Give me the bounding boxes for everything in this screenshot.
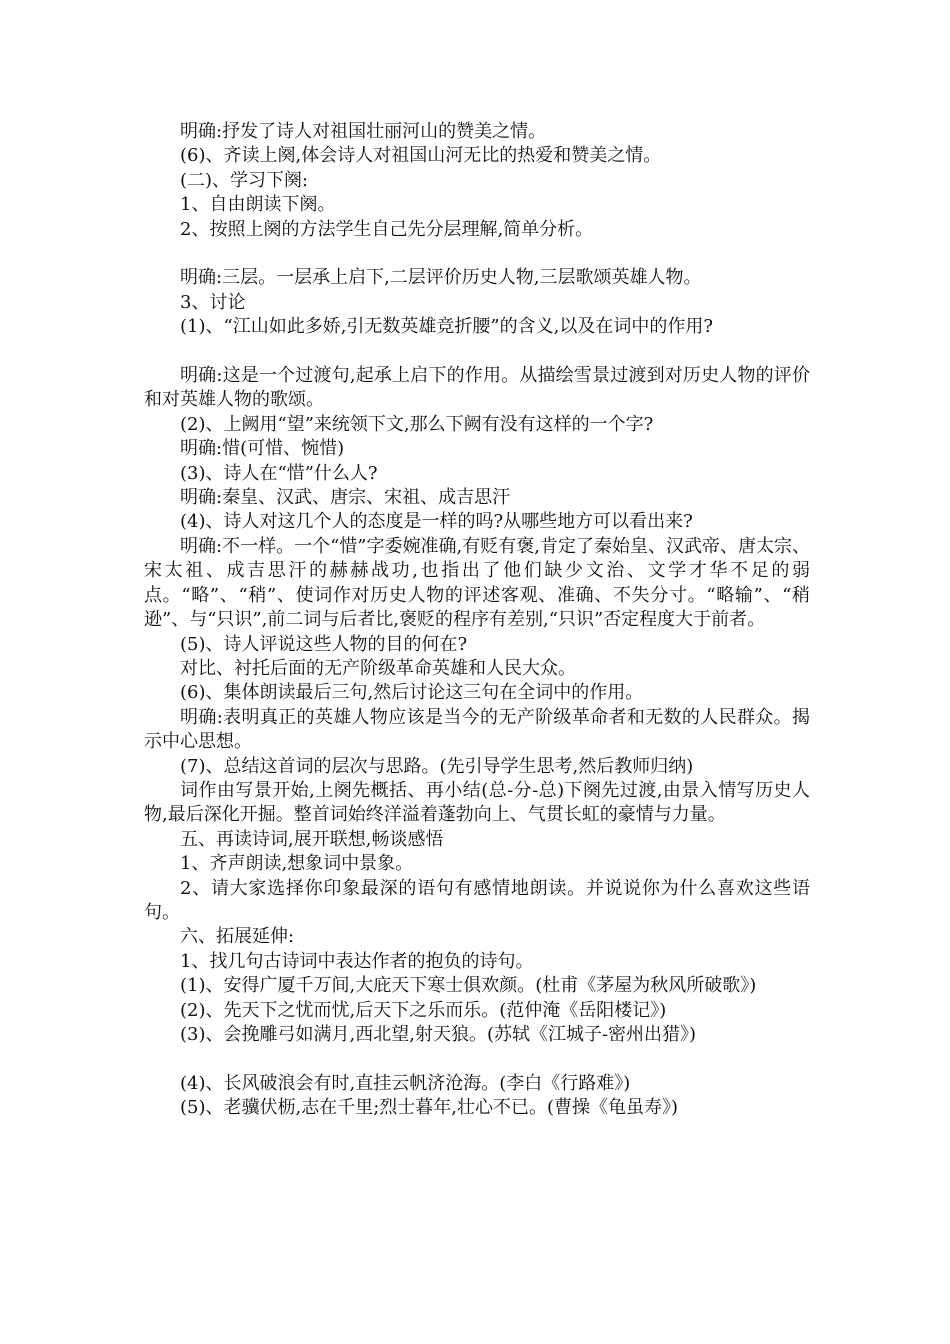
paragraph: (5)、老骥伏枥,志在千里;烈士暮年,壮心不已。(曹操《龟虽寿》): [180, 1097, 679, 1119]
paragraph: (1)、安得广厦千万间,大庇天下寒士俱欢颜。(杜甫《茅屋为秋风所破歌》): [180, 975, 757, 997]
paragraph: (4)、长风破浪会有时,直挂云帆济沧海。(李白《行路难》): [180, 1072, 631, 1094]
paragraph: 2、请大家选择你印象最深的语句有感情地朗读。并说说你为什么喜欢这些语句。: [144, 877, 810, 923]
paragraph: (3)、诗人在“惜”什么人?: [180, 462, 378, 484]
paragraph: 3、讨论: [180, 291, 246, 313]
paragraph: 2、按照上阕的方法学生自己先分层理解,简单分析。: [180, 218, 594, 240]
paragraph: (5)、诗人评说这些人物的目的何在?: [180, 633, 468, 655]
paragraph: 六、拓展延伸:: [180, 926, 295, 948]
paragraph: 明确:抒发了诗人对祖国壮丽河山的赞美之情。: [180, 121, 547, 142]
paragraph: (7)、总结这首词的层次与思路。(先引导学生思考,然后教师归纳): [180, 755, 694, 777]
paragraph: 明确:三层。一层承上启下,二层评价历史人物,三层歌颂英雄人物。: [180, 267, 702, 289]
paragraph: 明确:不一样。一个“惜”字委婉准确,有贬有褒,肯定了秦始皇、汉武帝、唐太宗、宋太祖、成吉思汗的赫赫战功,也指出了他们缺少文治、文学才华不足的弱点。“略”、“稍”、使词作对历史人物的评述客观、准确、不失分寸。“略输”、“稍逊”、与“只识”,前二词与后者比,褒贬的程序有差别,“只识”否定程度大于前者。: [144, 535, 810, 631]
paragraph: (3)、会挽雕弓如满月,西北望,射天狼。(苏轼《江城子-密州出猎》): [180, 1024, 697, 1045]
paragraph: 明确:惜(可惜、惋惜): [180, 438, 345, 460]
paragraph: 明确:表明真正的英雄人物应该是当今的无产阶级革命者和无数的人民群众。揭示中心思想。: [144, 706, 810, 753]
paragraph: 1、齐声朗读,想象词中景象。: [180, 853, 414, 875]
paragraph: 词作由写景开始,上阕先概括、再小结(总-分-总)下阕先过渡,由景入情写历史人物,最后深化开掘。整首词始终洋溢着蓬勃向上、气贯长虹的豪情与力量。: [144, 779, 810, 826]
paragraph: 明确:秦皇、汉武、唐宗、宋祖、成吉思汗: [180, 487, 511, 509]
paragraph: (2)、上阙用“望”来统领下文,那么下阙有没有这样的一个字?: [180, 413, 654, 435]
paragraph: 明确:这是一个过渡句,起承上启下的作用。从描绘雪景过渡到对历史人物的评价和对英雄人物的歌颂。: [144, 365, 810, 411]
paragraph: (2)、先天下之忧而忧,后天下之乐而乐。(范仲淹《岳阳楼记》): [180, 999, 667, 1021]
paragraph: 1、自由朗读下阕。: [180, 194, 336, 216]
paragraph: (1)、“江山如此多娇,引无数英雄竞折腰”的含义,以及在词中的作用?: [180, 316, 713, 338]
paragraph: (6)、齐读上阕,体会诗人对祖国山河无比的热爱和赞美之情。: [180, 145, 662, 167]
paragraph: (二)、学习下阕:: [180, 169, 309, 191]
paragraph: 对比、衬托后面的无产阶级革命英雄和人民大众。: [180, 657, 576, 679]
document-body: [144, 120, 810, 1121]
paragraph: (4)、诗人对这几个人的态度是一样的吗?从哪些地方可以看出来?: [180, 511, 693, 533]
paragraph: 1、找几句古诗词中表达作者的抱负的诗句。: [180, 950, 534, 972]
paragraph: (6)、集体朗读最后三句,然后讨论这三句在全词中的作用。: [180, 682, 644, 704]
paragraph: 五、再读诗词,展开联想,畅谈感悟: [180, 828, 444, 850]
